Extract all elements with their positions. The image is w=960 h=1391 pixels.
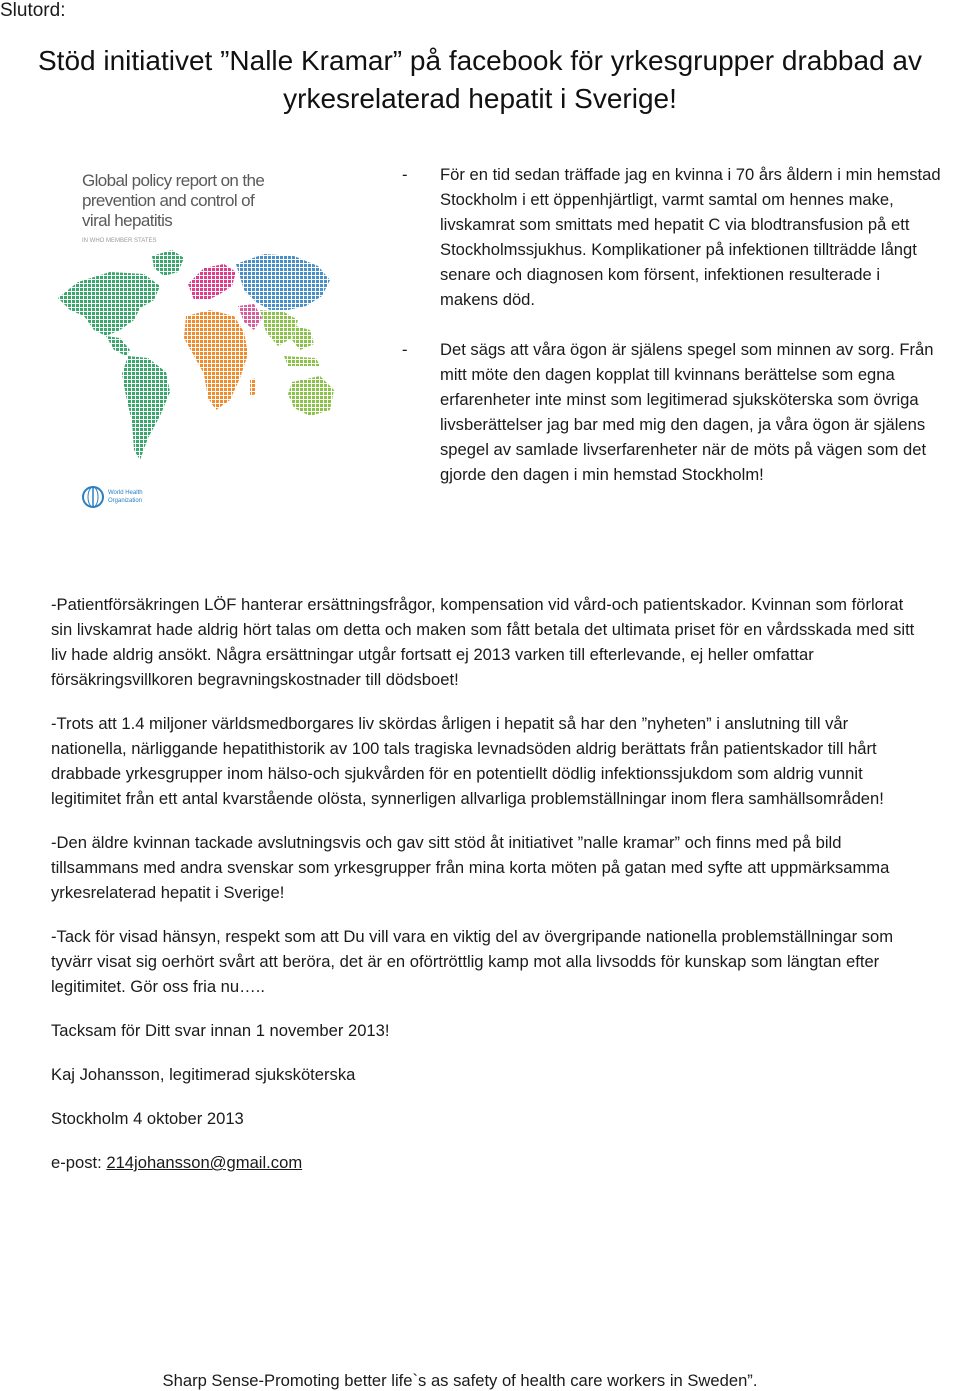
bullet-dash: - — [402, 340, 408, 359]
cover-title-line-2: prevention and control of — [82, 191, 255, 210]
cover-subtitle: IN WHO MEMBER STATES — [82, 238, 157, 244]
section-label: Slutord: — [0, 0, 66, 21]
bullet-dash: - — [402, 165, 408, 184]
cover-title-line-3: viral hepatitis — [82, 211, 173, 230]
world-map — [58, 250, 334, 460]
bullet-text: Det sägs att våra ögon är själens spegel som minnen av sorg. Från mitt möte den dagen kopplat till kvinnans berättelse som egna erfarenheter inte minst som legitimerad sjuksköterska som övriga livsberättelser jag bar med mig den dagen, ja våra ögon är själens spegel av samlade livserfarenheter när de möts på vägen som det gjorde den dagen i min hemstad Stockholm! — [440, 340, 934, 484]
who-emblem — [83, 487, 103, 507]
email-line — [51, 1150, 921, 1175]
paragraph-support-initiative: -Den äldre kvinnan tackade avslutningsvis och gav sitt stöd åt initiativet ”nalle kramar” och finns med på bild tillsammans med andra svenskar som yrkesgrupper från mina korta möten på gatan med syfte att uppmärksamma yrkesrelaterad hepatit i Sverige! — [51, 833, 890, 902]
paragraph-thanks: -Tack för visad hänsyn, respekt som att Du vill vara en viktig del av övergripande nationella problemställningar som tyvärr visat sig oerhört svårt att beröra, det är en oförtröttlig kamp mot alla livsodds för kunskap som längtan efter legitimitet. Gör oss fria nu….. — [51, 927, 894, 996]
cover-title-line-1: Global policy report on the — [82, 171, 265, 190]
who-name-line-1: World Health — [108, 490, 143, 496]
email-link[interactable]: 214johansson@gmail.com — [106, 1153, 303, 1172]
bullet-list — [402, 162, 942, 487]
headline-line-1: Stöd initiativet ”Nalle Kramar” på facebook för yrkesgrupper drabbad av — [38, 45, 922, 76]
report-cover-svg — [48, 160, 338, 520]
email-label: e-post: — [51, 1153, 107, 1172]
paragraph-patient-insurance: -Patientförsäkringen LÖF hanterar ersättningsfrågor, kompensation vid vård-och patientskador. Kvinnan som förlorat sin livskamrat hade aldrig hört talas om detta och maken som fått betala det ultimata priset för en vårdsskada med sitt liv hade aldrig ansökt. Några ersättningar utgår fortsatt ej 2013 varken till efterlevande, ej heller omfattar försäkringsvillkoren begravningskostnader till dödsboet! — [51, 595, 915, 689]
bullet-item — [402, 162, 942, 312]
bullet-item — [402, 337, 942, 487]
footer-text: Sharp Sense-Promoting better life`s as safety of health care workers in Sweden”. — [162, 1371, 758, 1390]
closing-thanks: Tacksam för Ditt svar innan 1 november 2013! — [51, 1021, 390, 1040]
place-date: Stockholm 4 oktober 2013 — [51, 1109, 244, 1128]
report-cover-image — [48, 160, 338, 520]
headline — [0, 42, 960, 118]
body-text — [51, 592, 921, 1194]
bullet-text: För en tid sedan träffade jag en kvinna i 70 års åldern i min hemstad Stockholm i ett öppenhjärtligt, varmt samtal om hennes make, livskamrat som smittats med hepatit C via blodtransfusion på ett Stockholmssjukhus. Komplikationer på infektionen tillträdde långt senare och diagnosen kom försent, infektionen resulterade i makens död. — [440, 165, 941, 309]
signature: Kaj Johansson, legitimerad sjuksköterska — [51, 1065, 356, 1084]
headline-line-2: yrkesrelaterad hepatit i Sverige! — [283, 83, 677, 114]
paragraph-hepatitis-deaths: -Trots att 1.4 miljoner världsmedborgares liv skördas årligen i hepatit så har den ”nyheten” i anslutning till vår nationella, närliggande hepatithistorik av 100 tals tragiska levnadsöden aldrig berättats från patientskador till hårt drabbade yrkesgrupper inom hälso-och sjukvården för en potentiellt dödlig infektionssjukdom som aldrig vunnit legitimitet från ett antal kvarstående olösta, synnerligen allvarliga problemställningar inom flera samhällsområden! — [51, 714, 884, 808]
who-name-line-2: Organization — [108, 498, 143, 504]
